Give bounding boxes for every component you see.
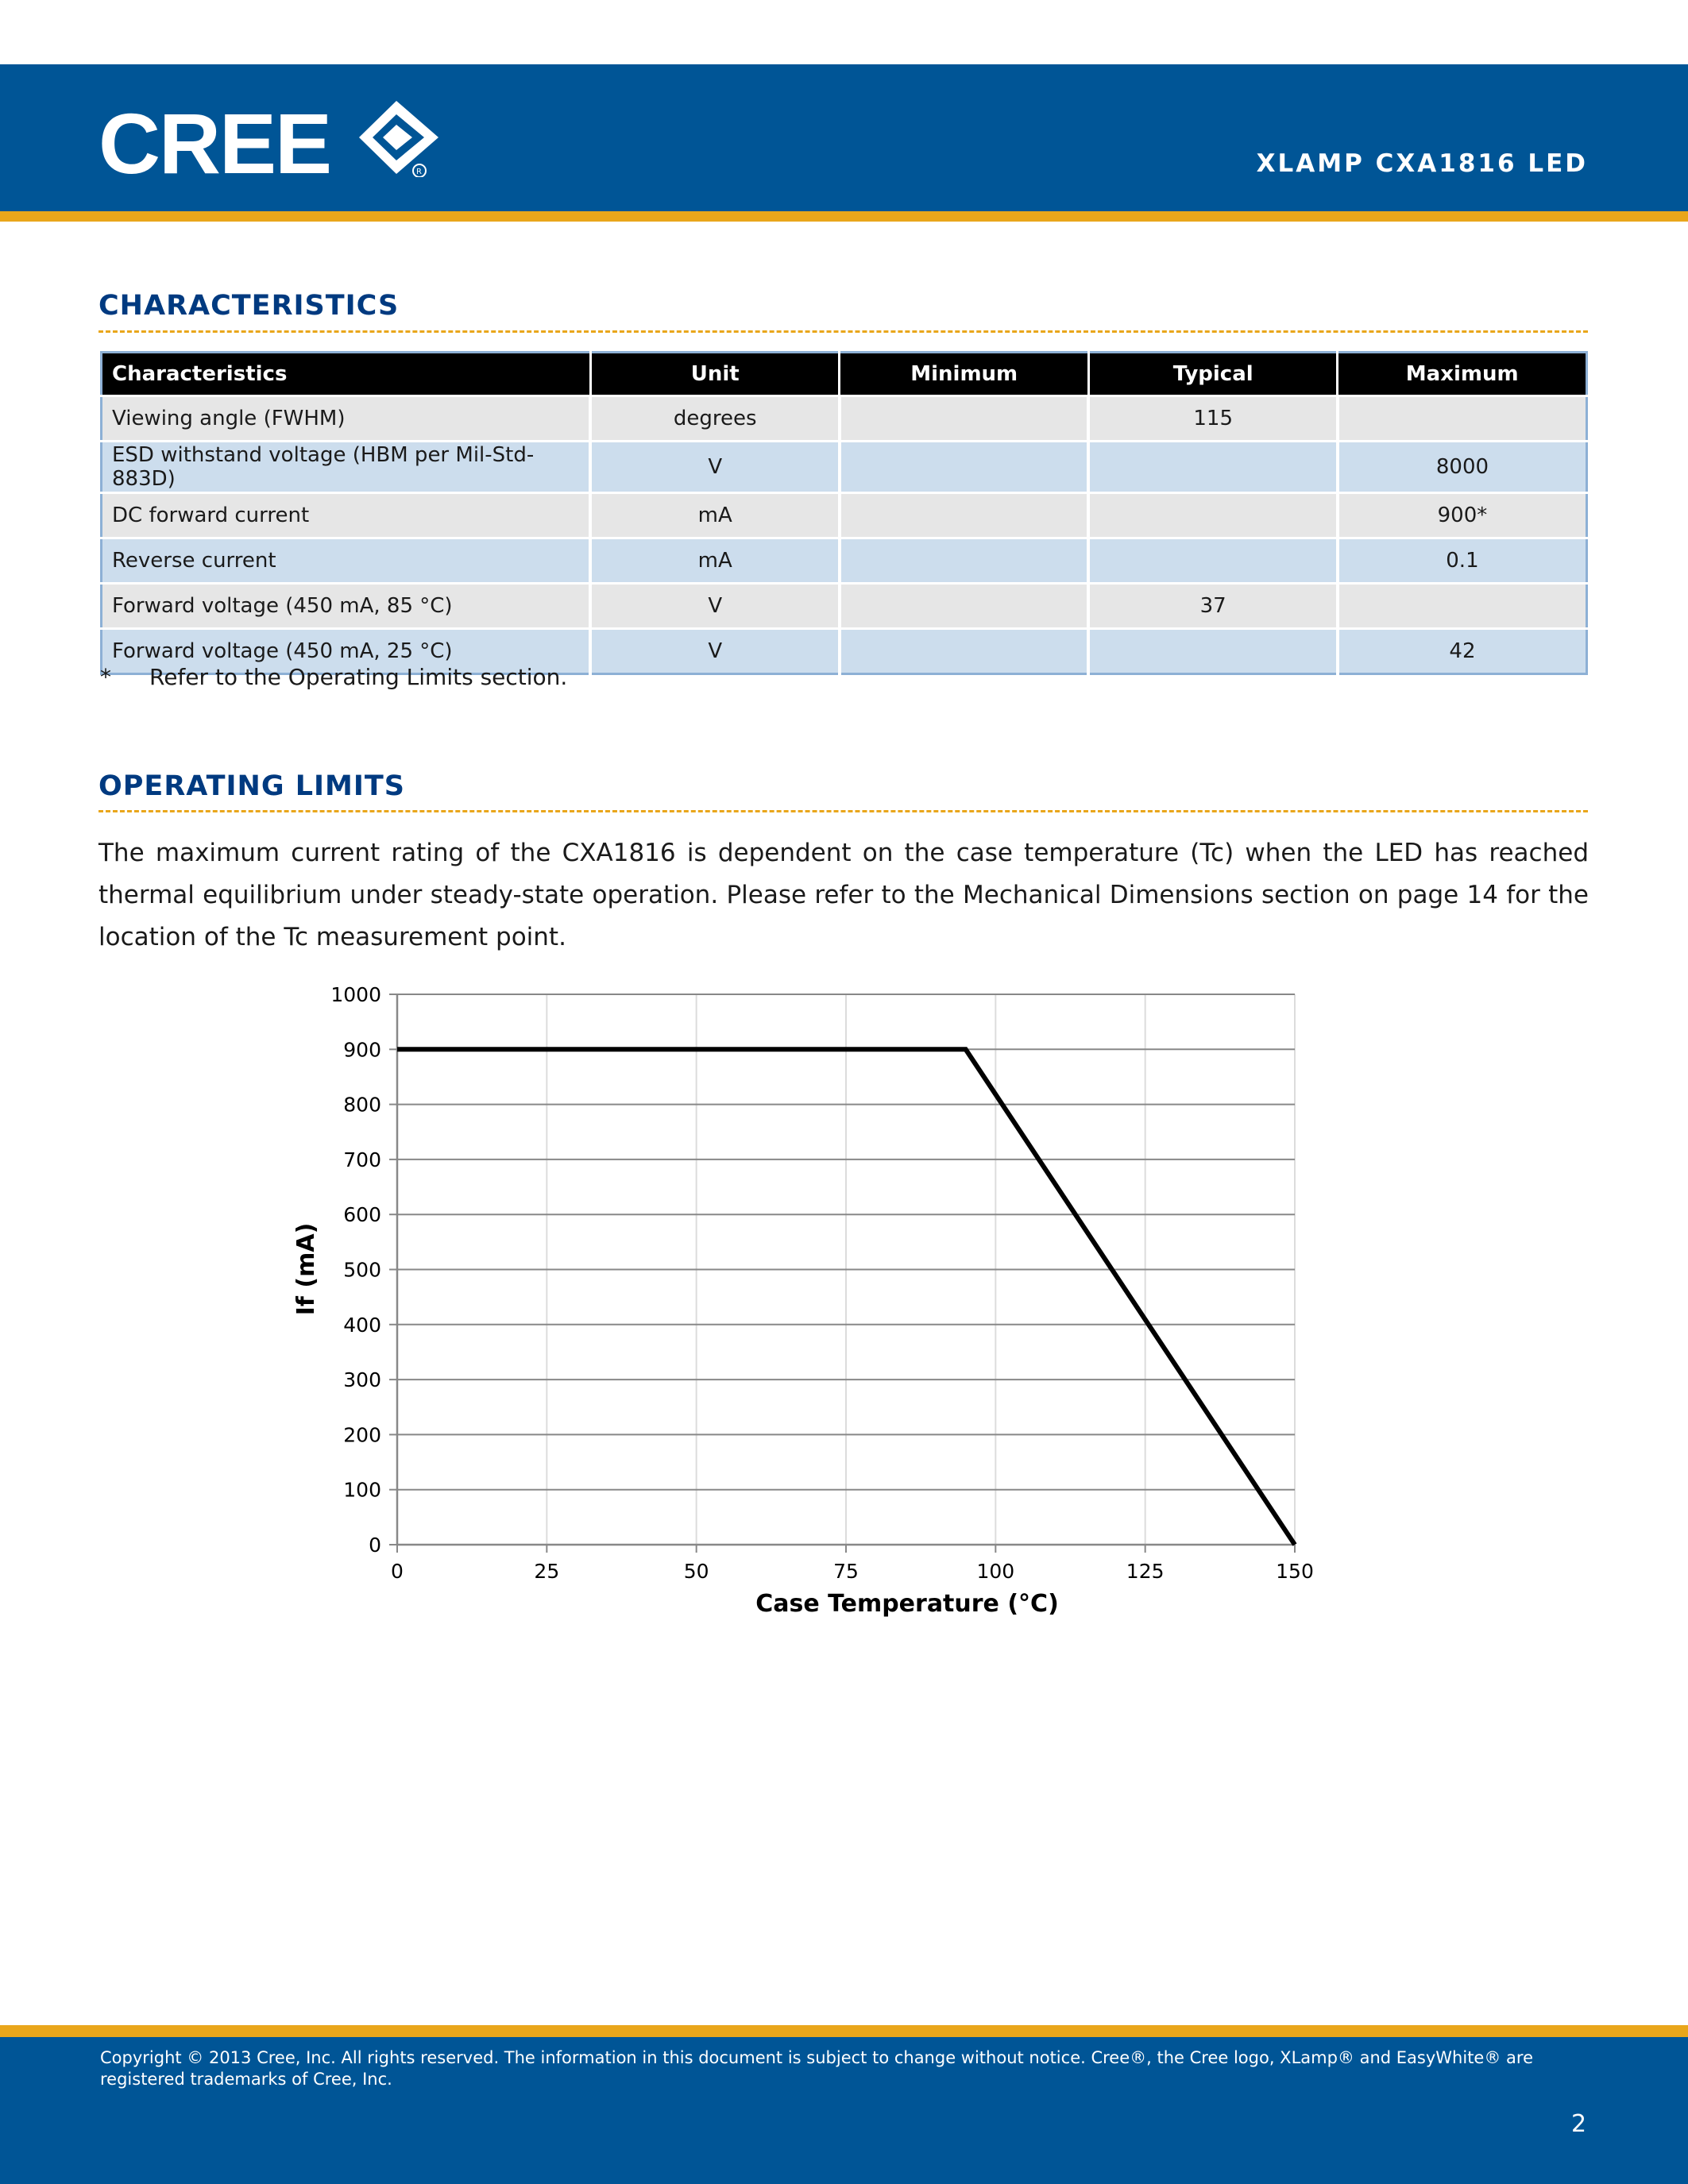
table-cell: ESD withstand voltage (HBM per Mil-Std-883D) [102, 442, 591, 493]
footer-accent-stripe [0, 2025, 1688, 2037]
table-cell [840, 629, 1089, 674]
table-cell [1338, 396, 1587, 442]
footnote-mark: * [100, 664, 111, 690]
characteristics-title: CHARACTERISTICS [98, 290, 400, 322]
y-tick-label: 900 [343, 1038, 381, 1062]
operating-limits-title: OPERATING LIMITS [98, 770, 405, 802]
column-header: Characteristics [102, 353, 591, 396]
table-cell: V [590, 442, 839, 493]
table-cell [1088, 538, 1337, 584]
table-cell: Viewing angle (FWHM) [102, 396, 591, 442]
copyright-text: Copyright © 2013 Cree, Inc. All rights reserved. The information in this document is subject to change without notice. Cree®, the Cree logo, XLamp® and EasyWhite® are registered trademarks of Cree, Inc. [100, 2048, 1533, 2089]
table-footnote [100, 664, 567, 690]
x-tick-label: 75 [833, 1560, 859, 1583]
y-tick-label: 200 [343, 1423, 381, 1447]
header-accent-stripe [0, 211, 1688, 222]
table-cell: mA [590, 538, 839, 584]
x-tick-label: 50 [683, 1560, 709, 1583]
column-header: Maximum [1338, 353, 1587, 396]
y-tick-label: 100 [343, 1478, 381, 1502]
table-cell: V [590, 584, 839, 629]
table-cell: 37 [1088, 584, 1337, 629]
chart-tick-labels [330, 983, 1313, 1583]
table-cell [840, 442, 1089, 493]
y-tick-label: 1000 [330, 983, 381, 1006]
derating-chart [286, 977, 1335, 1628]
table-row [102, 538, 1587, 584]
x-tick-label: 0 [391, 1560, 404, 1583]
table-row [102, 442, 1587, 493]
section-divider [98, 330, 1588, 333]
table-cell: mA [590, 493, 839, 538]
characteristics-table [100, 351, 1588, 675]
operating-limits-paragraph: The maximum current rating of the CXA1816 is dependent on the case temperature (Tc) when the LED has reached thermal equilibrium under steady-state operation. Please refer to the Mechanical Dimensions section on page 14 for the location of the Tc measurement point. [98, 839, 1589, 951]
chart-axes [389, 994, 1295, 1553]
x-tick-label: 25 [534, 1560, 560, 1583]
y-axis-label: If (mA) [292, 1222, 320, 1316]
table-cell [1088, 442, 1337, 493]
table-cell: Forward voltage (450 mA, 25 °C) [102, 629, 591, 674]
y-tick-label: 0 [369, 1534, 381, 1557]
table-row [102, 493, 1587, 538]
x-tick-label: 100 [976, 1560, 1015, 1583]
table-cell [1088, 629, 1337, 674]
column-header: Minimum [840, 353, 1089, 396]
table-cell: 900* [1338, 493, 1587, 538]
table-cell: Reverse current [102, 538, 591, 584]
y-tick-label: 800 [343, 1093, 381, 1117]
svg-text:CREE: CREE [98, 98, 331, 177]
table-cell: 115 [1088, 396, 1337, 442]
table-header-row [102, 353, 1587, 396]
column-header: Unit [590, 353, 839, 396]
page-number: 2 [1571, 2110, 1587, 2138]
x-tick-label: 125 [1126, 1560, 1165, 1583]
y-tick-label: 300 [343, 1368, 381, 1392]
table-cell [840, 538, 1089, 584]
table-cell [1088, 493, 1337, 538]
table-row [102, 584, 1587, 629]
table-cell: Forward voltage (450 mA, 85 °C) [102, 584, 591, 629]
column-header: Typical [1088, 353, 1337, 396]
table-cell [840, 493, 1089, 538]
table-cell: DC forward current [102, 493, 591, 538]
table-cell: 8000 [1338, 442, 1587, 493]
document-title: XLAMP CXA1816 LED [1256, 149, 1588, 178]
svg-text:R: R [416, 168, 422, 176]
y-tick-label: 500 [343, 1258, 381, 1282]
table-cell [840, 584, 1089, 629]
table-row [102, 396, 1587, 442]
x-axis-label: Case Temperature (°C) [755, 1590, 1059, 1618]
table-cell [1338, 584, 1587, 629]
table-cell: degrees [590, 396, 839, 442]
table-cell [840, 396, 1089, 442]
y-tick-label: 700 [343, 1148, 381, 1171]
x-tick-label: 150 [1276, 1560, 1314, 1583]
section-divider [98, 810, 1588, 812]
y-tick-label: 400 [343, 1313, 381, 1337]
cree-logo [98, 98, 440, 180]
y-tick-label: 600 [343, 1203, 381, 1227]
footnote-text: Refer to the Operating Limits section. [149, 664, 568, 690]
chart-grid [397, 994, 1295, 1545]
table-cell: 42 [1338, 629, 1587, 674]
table-cell: V [590, 629, 839, 674]
table-cell: 0.1 [1338, 538, 1587, 584]
